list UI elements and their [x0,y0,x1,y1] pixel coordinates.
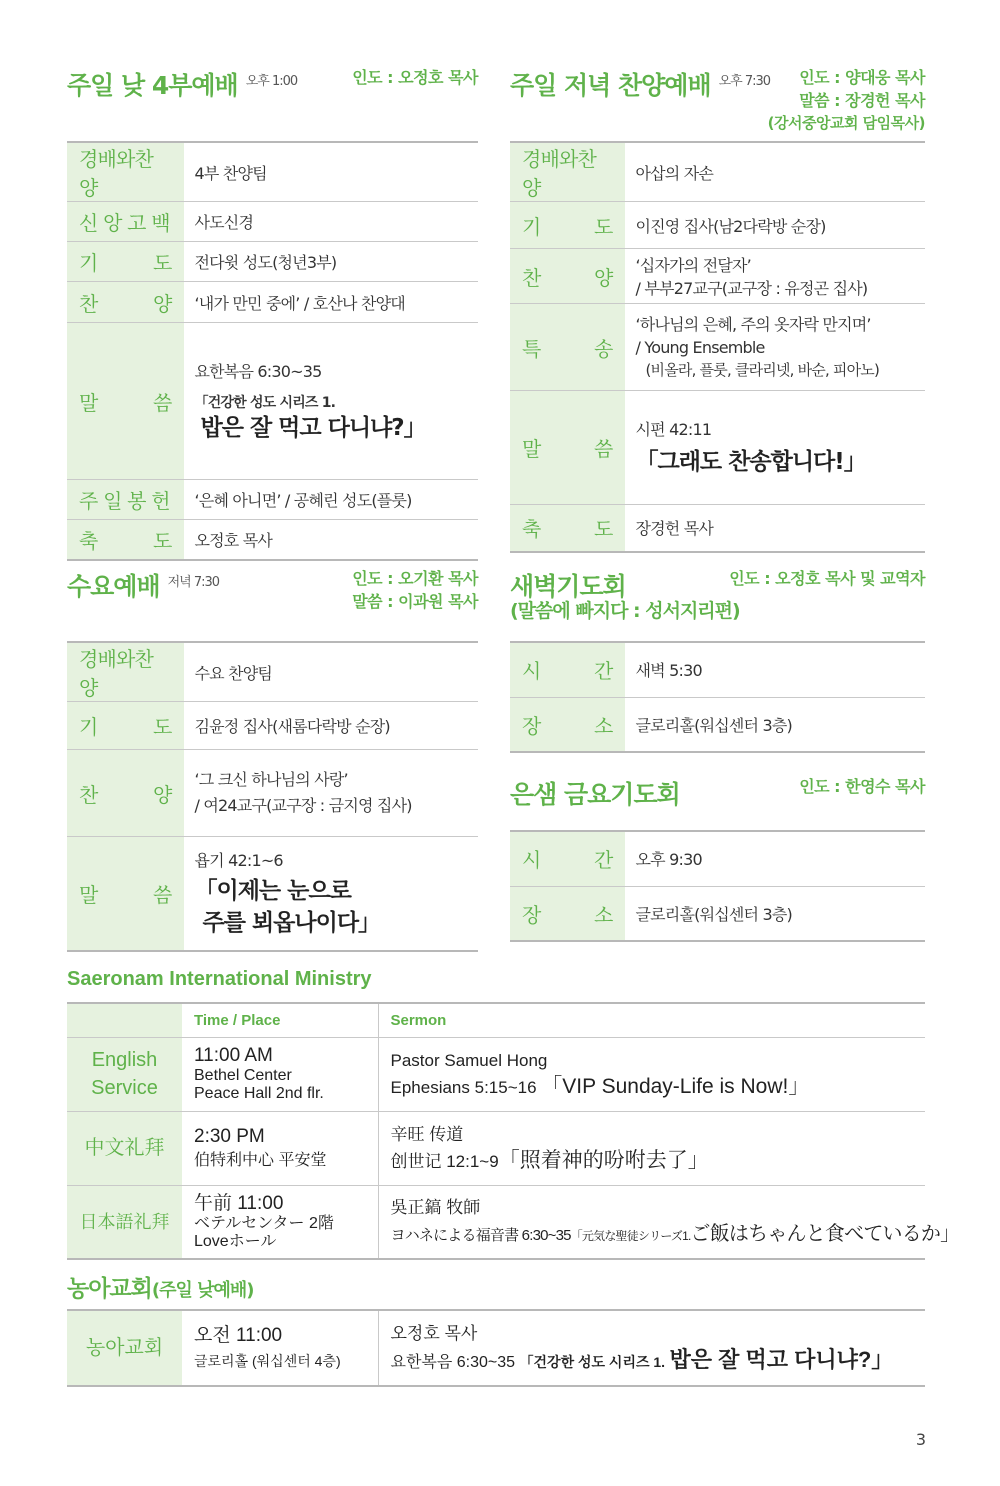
wd-sermon-cell [184,837,478,951]
sermon-cell [184,323,478,480]
japanese-service-label: 日本語礼拜 [67,1185,182,1259]
ev-label-special: 특 송 [522,336,613,361]
friday-time-value: 오후 9:30 [625,831,925,886]
sunday4-title: 주일 낮 4부예배 $^{오후 1:00}$ [67,71,298,100]
friday-table [510,830,925,942]
english-time-place: 11:00 AM Bethel Center Peace Hall 2nd flr. [182,1037,378,1111]
deaf-title: 농아교회(주일 낮예배) [67,1276,254,1302]
dawn-leader: 인도 : 오정호 목사 및 교역자 [729,569,925,588]
ev-label-prayer: 기 도 [522,214,613,239]
sermon-ref: 요한복음 6:30~35 [194,361,322,381]
ev-label-blessing: 축 도 [522,517,613,542]
blessing-value: 오정호 목사 [184,520,478,560]
wd-sermon-title-2: 주를 뵈옵나이다」 [202,909,381,936]
dawn-title: 새벽기도회 [510,572,626,601]
deaf-sermon: 오정호 목사 요한복음 6:30~35 「건강한 성도 시리즈 1. 밥은 잘 먹고 다니냐?」 [378,1310,925,1386]
ev-blessing-value: 장경헌 목사 [625,505,925,552]
page-number: 3 [915,1430,926,1449]
dawn-table [510,641,925,753]
japanese-time-place: 午前 11:00 ベテルセンター 2階 Loveホール [182,1185,378,1259]
ev-sermon-title: 「그래도 찬송합니다!」 [635,449,866,475]
header-sermon: Sermon [378,1003,925,1037]
ev-prayer-value: 이진영 집사(남2다락방 순장) [625,202,925,249]
sermon-series: 「건강한 성도 시리즈 1. [194,394,336,411]
evening-leaders: 인도 : 양대웅 목사 말씀 : 장경헌 목사 (강서중앙교회 담임목사) [767,68,925,132]
ev-sermon-cell [625,391,925,505]
label-creed: 신 앙 고 백 [67,202,184,242]
wednesday-time: 저녁 7:30 [167,575,220,590]
ev-label-sermon: 말 씀 [522,437,613,461]
japanese-sermon: 吳正鎬 牧師 ヨハネによる福音書 6:30~35「元気な聖徒シリーズ1.ご飯はちゃんと食べているか」 [378,1185,925,1259]
wd-sermon-title-1: 「이제는 눈으로 [194,877,351,904]
worship-team: 4부 찬양팀 [184,142,478,202]
deaf-table [67,1309,925,1387]
friday-leader: 인도 : 한영수 목사 [799,777,925,796]
label-worship: 경배와찬양 [67,142,184,202]
wednesday-table [67,641,478,952]
sunday4-time: 오후 1:00 [245,74,298,89]
evening-title: 주일 저녁 찬양예배 $^{오후 7:30}$ [510,71,771,100]
sunday4-table [67,141,478,561]
chinese-service-label: 中文礼拜 [67,1111,182,1185]
evening-time: 오후 7:30 [718,74,771,89]
deaf-time-place: 오전 11:00 글로리홀 (워십센터 4층) [182,1310,378,1386]
label-blessing: 축 도 [79,528,172,553]
dawn-place-value: 글로리홀(워십센터 3층) [625,697,925,752]
ev-sermon-ref: 시편 42:11 [635,420,712,439]
chinese-time-place: 2:30 PM 伯特利中心 平安堂 [182,1111,378,1185]
ev-hymn-cell: ‘십자가의 전달자’ / 부부27교구(교구장 : 유정곤 집사) [625,249,925,304]
dawn-label-place: 장 소 [522,713,613,738]
international-title: Saeronam International Ministry [67,968,372,990]
label-offering: 주 일 봉 헌 [67,480,184,520]
header-time-place: Time / Place [182,1003,378,1037]
wd-label-prayer: 기 도 [79,715,172,739]
wd-label-worship: 경배와찬양 [67,642,184,702]
friday-place-value: 글로리홀(워십센터 3층) [625,886,925,941]
wednesday-title: 수요예배 $^{저녁 7:30}$ [67,572,220,601]
creed-value: 사도신경 [184,202,478,242]
wd-sermon-ref: 욥기 42:1~6 [194,850,283,870]
wd-worship-value: 수요 찬양팀 [184,642,478,702]
ev-special-cell: ‘하나님의 은혜, 주의 옷자락 만지며’ / Young Ensemble (비올라, 플룻, 클라리넷, 바순, 피아노) [625,304,925,391]
ev-label-hymn: 찬 양 [522,265,613,290]
dawn-label-time: 시 간 [522,659,613,684]
english-sermon: Pastor Samuel Hong Ephesians 5:15~16 「VIP Sunday-Life is Now!」 [378,1037,925,1111]
wd-hymn-cell: ‘그 크신 하나님의 사랑’ / 여24교구(교구장 : 금지영 집사) [184,750,478,837]
friday-label-time: 시 간 [522,848,613,873]
evening-table [510,141,925,553]
english-service-label: English Service [67,1037,182,1111]
wd-label-sermon: 말 씀 [79,882,172,907]
international-table [67,1002,960,1260]
friday-title: 은샘 금요기도회 [510,780,680,809]
wd-prayer-value: 김윤정 집사(새롬다락방 순장) [184,702,478,750]
deaf-label: 농아교회 [67,1310,182,1386]
hymn-value: ‘내가 만민 중에’ / 호산나 찬양대 [184,282,478,323]
ev-label-worship: 경배와찬양 [510,142,625,202]
dawn-time-value: 새벽 5:30 [625,642,925,697]
sermon-title: 밥은 잘 먹고 다니냐?」 [200,414,426,441]
label-prayer: 기 도 [79,251,172,275]
offering-value: ‘은혜 아니면’ / 공혜린 성도(플룻) [184,480,478,520]
sunday4-leader: 인도 : 오정호 목사 [352,68,478,87]
dawn-subtitle: (말씀에 빠지다 : 성서지리편) [510,600,740,622]
friday-label-place: 장 소 [522,902,613,927]
wd-label-hymn: 찬 양 [79,782,172,807]
prayer-value: 전다윗 성도(청년3부) [184,242,478,282]
chinese-sermon: 辛旺 传道 创世记 12:1~9「照着神的吩咐去了」 [378,1111,925,1185]
wednesday-leaders: 인도 : 오기환 목사 말씀 : 이과원 목사 [352,569,478,611]
ev-worship-value: 아삽의 자손 [625,142,925,202]
label-sermon: 말 씀 [79,390,172,415]
label-hymn: 찬 양 [79,291,172,316]
